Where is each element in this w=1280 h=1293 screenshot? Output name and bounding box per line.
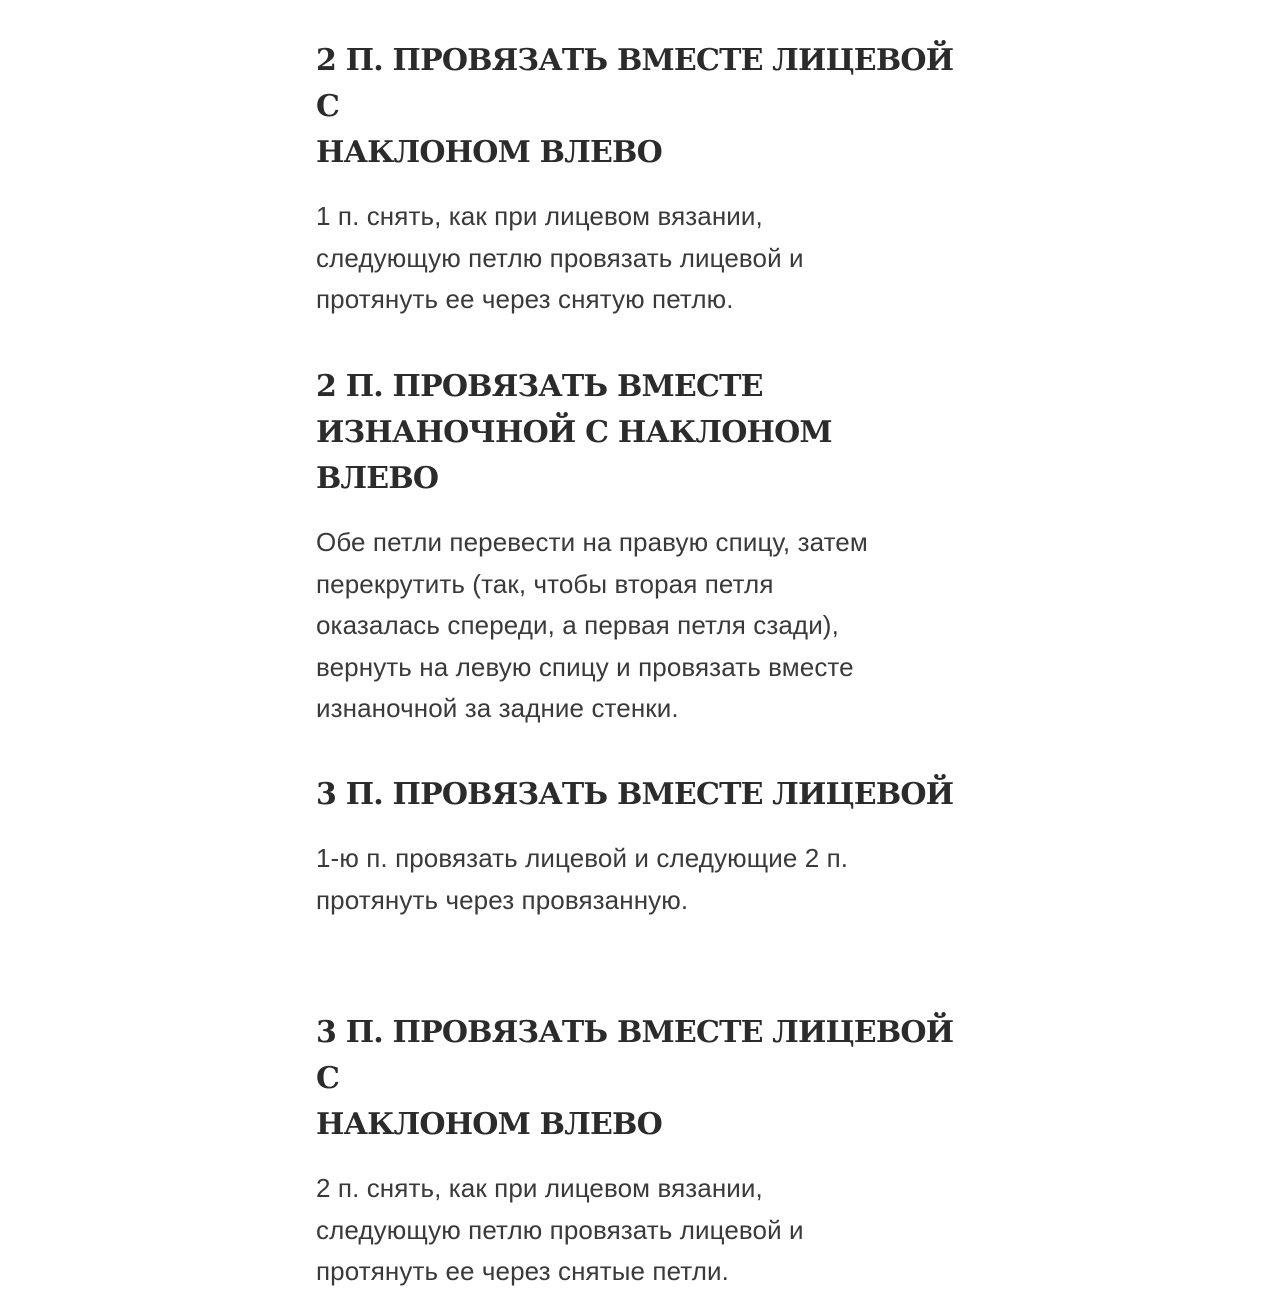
body-line: протянуть ее через снятые петли. xyxy=(316,1256,729,1286)
heading-line: 2 П. ПРОВЯЗАТЬ ВМЕСТЕ xyxy=(316,369,763,404)
section-description xyxy=(316,196,956,321)
body-line: перекрутить (так, чтобы вторая петля xyxy=(316,568,774,599)
heading-line: ИЗНАНОЧНОЙ С НАКЛОНОМ ВЛЕВО xyxy=(316,415,832,496)
body-line: 1 п. снять, как при лицевом вязании, xyxy=(316,201,763,231)
section-description xyxy=(316,838,956,921)
section-description xyxy=(316,1168,956,1293)
body-line: 2 п. снять, как при лицевом вязании, xyxy=(316,1173,763,1203)
body-line: вернуть на левую спицу и провязать вместе xyxy=(316,651,854,682)
section-description xyxy=(316,522,956,730)
body-line: 1-ю п. провязать лицевой и следующие 2 п. xyxy=(316,843,849,873)
heading-line: 3 П. ПРОВЯЗАТЬ ВМЕСТЕ ЛИЦЕВОЙ С xyxy=(316,1015,954,1096)
body-line: оказалась спереди, а первая петля сзади), xyxy=(316,610,839,640)
heading-line: 3 П. ПРОВЯЗАТЬ ВМЕСТЕ ЛИЦЕВОЙ xyxy=(316,777,954,812)
section-heading xyxy=(316,364,956,502)
stitch-section-3 xyxy=(316,772,956,921)
stitch-section-4 xyxy=(316,1010,956,1293)
body-line: следующую петлю провязать лицевой и xyxy=(316,1214,804,1245)
heading-line: НАКЛОНОМ ВЛЕВО xyxy=(316,1107,662,1142)
heading-line: НАКЛОНОМ ВЛЕВО xyxy=(316,135,662,170)
body-line: Обе петли перевести на правую спицу, затем xyxy=(316,527,868,557)
section-heading xyxy=(316,38,956,176)
body-line: изнаночной за задние стенки. xyxy=(316,693,679,723)
stitch-section-2 xyxy=(316,364,956,730)
section-heading xyxy=(316,1010,956,1148)
body-line: протянуть через провязанную. xyxy=(316,884,689,915)
stitch-section-1 xyxy=(316,38,956,321)
body-line: протянуть ее через снятую петлю. xyxy=(316,284,734,314)
body-line: следующую петлю провязать лицевой и xyxy=(316,242,804,273)
section-heading xyxy=(316,772,956,818)
heading-line: 2 П. ПРОВЯЗАТЬ ВМЕСТЕ ЛИЦЕВОЙ С xyxy=(316,43,954,124)
